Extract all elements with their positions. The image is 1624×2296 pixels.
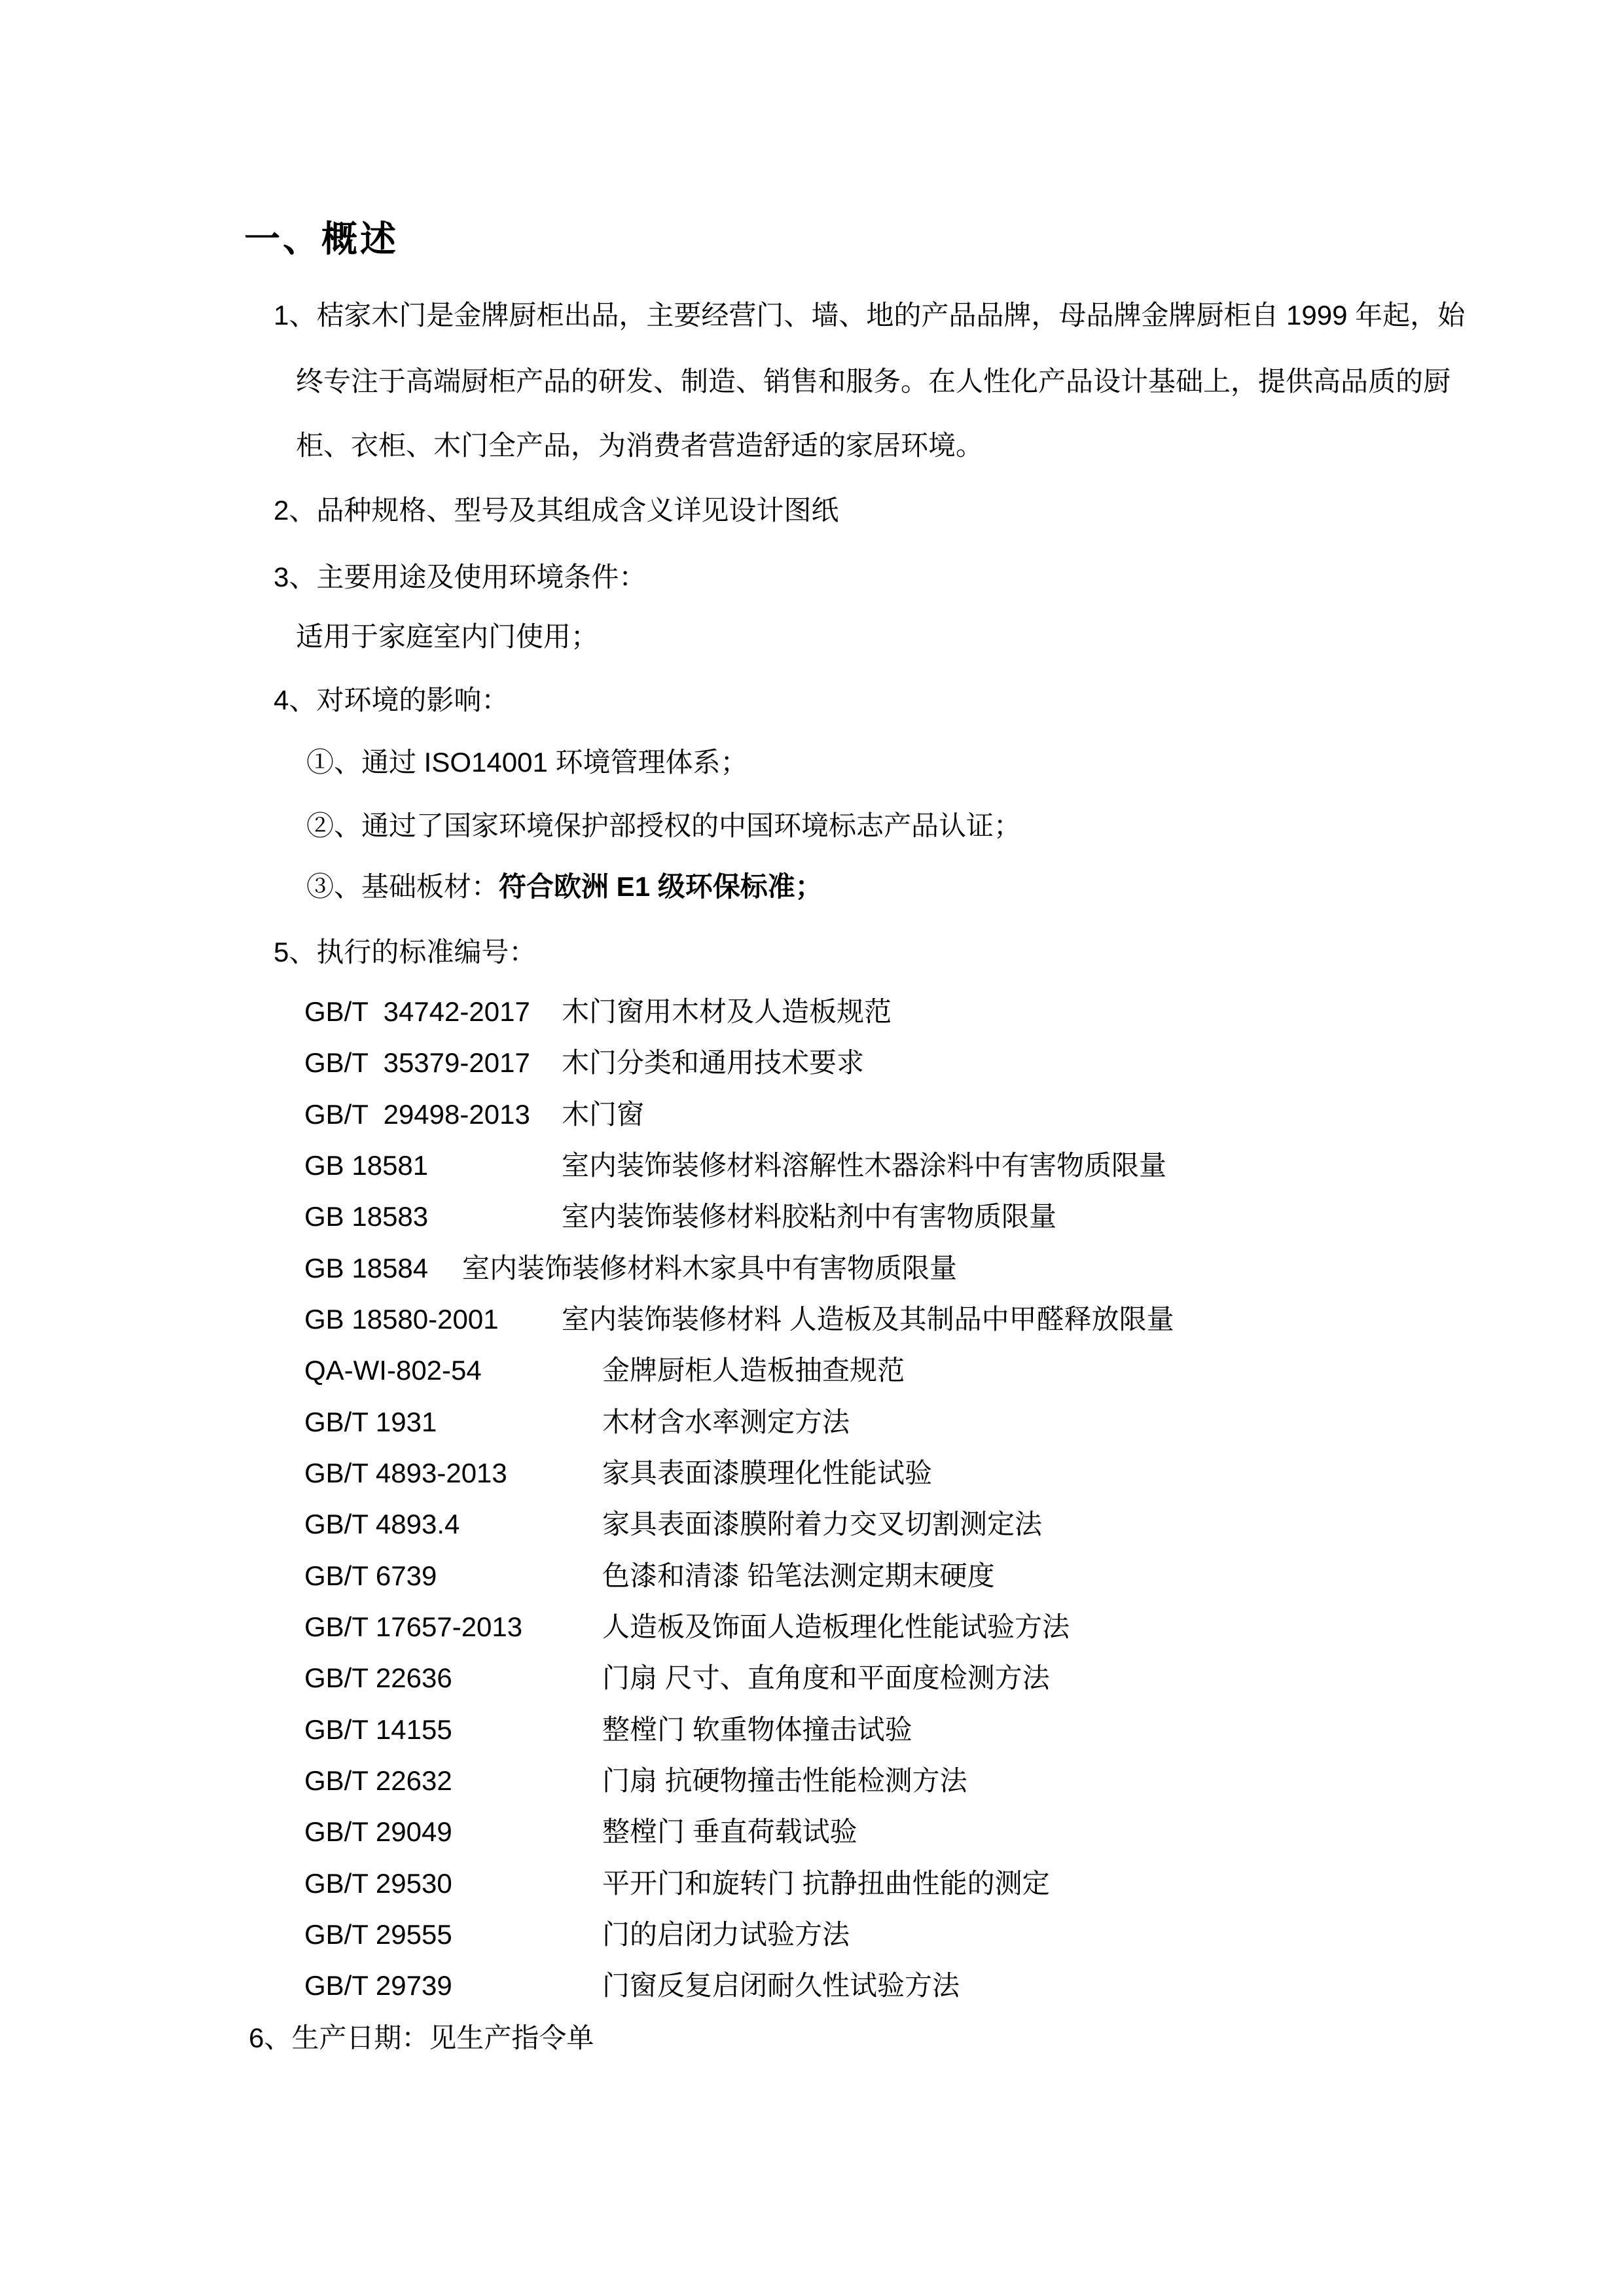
standard-code: GB/T 35379-2017 — [304, 1047, 530, 1078]
standard-row — [304, 1559, 995, 1594]
item-4-sub-1: ①、通过 ISO14001 环境管理体系； — [306, 747, 748, 778]
standard-code: GB/T 4893.4 — [304, 1509, 460, 1539]
standard-row — [304, 1405, 850, 1440]
page-title: 一、概述 — [244, 219, 399, 259]
standard-name: 人造板及饰面人造板理化性能试验方法 — [602, 1611, 1070, 1642]
standard-name: 木材含水率测定方法 — [602, 1407, 850, 1437]
standard-row — [304, 1200, 1056, 1234]
standard-row — [304, 1354, 905, 1388]
standard-name: 金牌厨柜人造板抽查规范 — [602, 1355, 905, 1386]
standard-name: 整樘门 软重物体撞击试验 — [602, 1714, 912, 1745]
standard-code: GB/T 22636 — [304, 1662, 452, 1693]
standard-name: 室内装饰装修材料 人造板及其制品中甲醛释放限量 — [562, 1304, 1174, 1335]
standard-row — [304, 1610, 1070, 1645]
standard-code: GB 18581 — [304, 1150, 429, 1181]
standard-code: GB/T 4893-2013 — [304, 1458, 507, 1488]
standard-name: 平开门和旋转门 抗静扭曲性能的测定 — [602, 1868, 1050, 1899]
standard-name: 木门分类和通用技术要求 — [562, 1047, 865, 1078]
item-4-sub-3-bold: 符合欧洲 E1 级环保标准； — [499, 871, 823, 902]
item-4-sub-3-prefix: ③、基础板材： — [306, 871, 499, 902]
item-2: 2、品种规格、型号及其组成含义详见设计图纸 — [274, 495, 839, 526]
standard-code: QA-WI-802-54 — [304, 1355, 482, 1386]
standard-row — [304, 1969, 960, 2003]
standard-code: GB/T 22632 — [304, 1765, 452, 1796]
standard-row — [304, 1302, 1174, 1337]
standard-row — [304, 1251, 957, 1286]
standard-row — [304, 1456, 932, 1491]
standard-name: 整樘门 垂直荷载试验 — [602, 1816, 857, 1847]
standard-name: 门扇 尺寸、直角度和平面度检测方法 — [602, 1662, 1050, 1693]
standard-code: GB 18580-2001 — [304, 1304, 499, 1335]
item-5-heading: 5、执行的标准编号： — [274, 937, 537, 967]
standard-name: 木门窗用木材及人造板规范 — [562, 996, 892, 1027]
item-4-sub-3 — [306, 870, 823, 905]
standard-name: 木门窗 — [562, 1099, 645, 1130]
standard-name: 家具表面漆膜附着力交叉切割测定法 — [602, 1509, 1043, 1539]
item-4-sub-2: ②、通过了国家环境保护部授权的中国环境标志产品认证； — [306, 810, 1022, 841]
standard-name: 家具表面漆膜理化性能试验 — [602, 1458, 933, 1488]
standard-code: GB/T 34742-2017 — [304, 996, 530, 1027]
standard-row — [304, 1867, 1050, 1901]
standard-row — [304, 1815, 857, 1850]
standard-code: GB/T 14155 — [304, 1714, 452, 1745]
standard-code: GB/T 29739 — [304, 1970, 452, 2001]
standard-name: 门窗反复启闭耐久性试验方法 — [602, 1970, 960, 2001]
standard-code: GB/T 29530 — [304, 1868, 452, 1899]
standard-row — [304, 1507, 1042, 1542]
standard-code: GB 18583 — [304, 1201, 429, 1232]
standard-row — [304, 1764, 967, 1799]
standard-code: GB/T 29498-2013 — [304, 1099, 530, 1130]
item-6: 6、生产日期：见生产指令单 — [249, 2022, 594, 2053]
standard-code: GB/T 6739 — [304, 1560, 437, 1591]
standard-row — [304, 1149, 1166, 1183]
item-4-heading: 4、对环境的影响： — [274, 685, 509, 715]
paragraph-1-line-2: 终专注于高端厨柜产品的研发、制造、销售和服务。在人性化产品设计基础上，提供高品质的厨 — [296, 366, 1451, 397]
standard-code: GB/T 29049 — [304, 1816, 452, 1847]
standard-row — [304, 1661, 1050, 1696]
standard-name: 室内装饰装修材料木家具中有害物质限量 — [462, 1253, 958, 1283]
standard-row — [304, 1918, 850, 1952]
standard-row — [304, 1713, 912, 1748]
standard-code: GB/T 1931 — [304, 1407, 437, 1437]
standard-name: 室内装饰装修材料溶解性木器涂料中有害物质限量 — [562, 1150, 1167, 1181]
paragraph-1-line-3: 柜、衣柜、木门全产品，为消费者营造舒适的家居环境。 — [296, 430, 984, 461]
standard-code: GB 18584 — [304, 1253, 429, 1283]
standard-row — [304, 1098, 644, 1132]
standard-row — [304, 1046, 864, 1081]
standard-code: GB/T 17657-2013 — [304, 1611, 523, 1642]
item-3-sub: 适用于家庭室内门使用； — [296, 621, 599, 652]
standard-code: GB/T 29555 — [304, 1919, 452, 1950]
standard-name: 门扇 抗硬物撞击性能检测方法 — [602, 1765, 967, 1796]
standard-row — [304, 995, 892, 1030]
standard-name: 门的启闭力试验方法 — [602, 1919, 850, 1950]
standard-name: 室内装饰装修材料胶粘剂中有害物质限量 — [562, 1201, 1057, 1232]
paragraph-1-line-1: 1、桔家木门是金牌厨柜出品，主要经营门、墙、地的产品品牌，母品牌金牌厨柜自 1999 年起，始 — [274, 300, 1466, 331]
standard-name: 色漆和清漆 铅笔法测定期末硬度 — [602, 1560, 995, 1591]
item-3-heading: 3、主要用途及使用环境条件： — [274, 562, 647, 592]
